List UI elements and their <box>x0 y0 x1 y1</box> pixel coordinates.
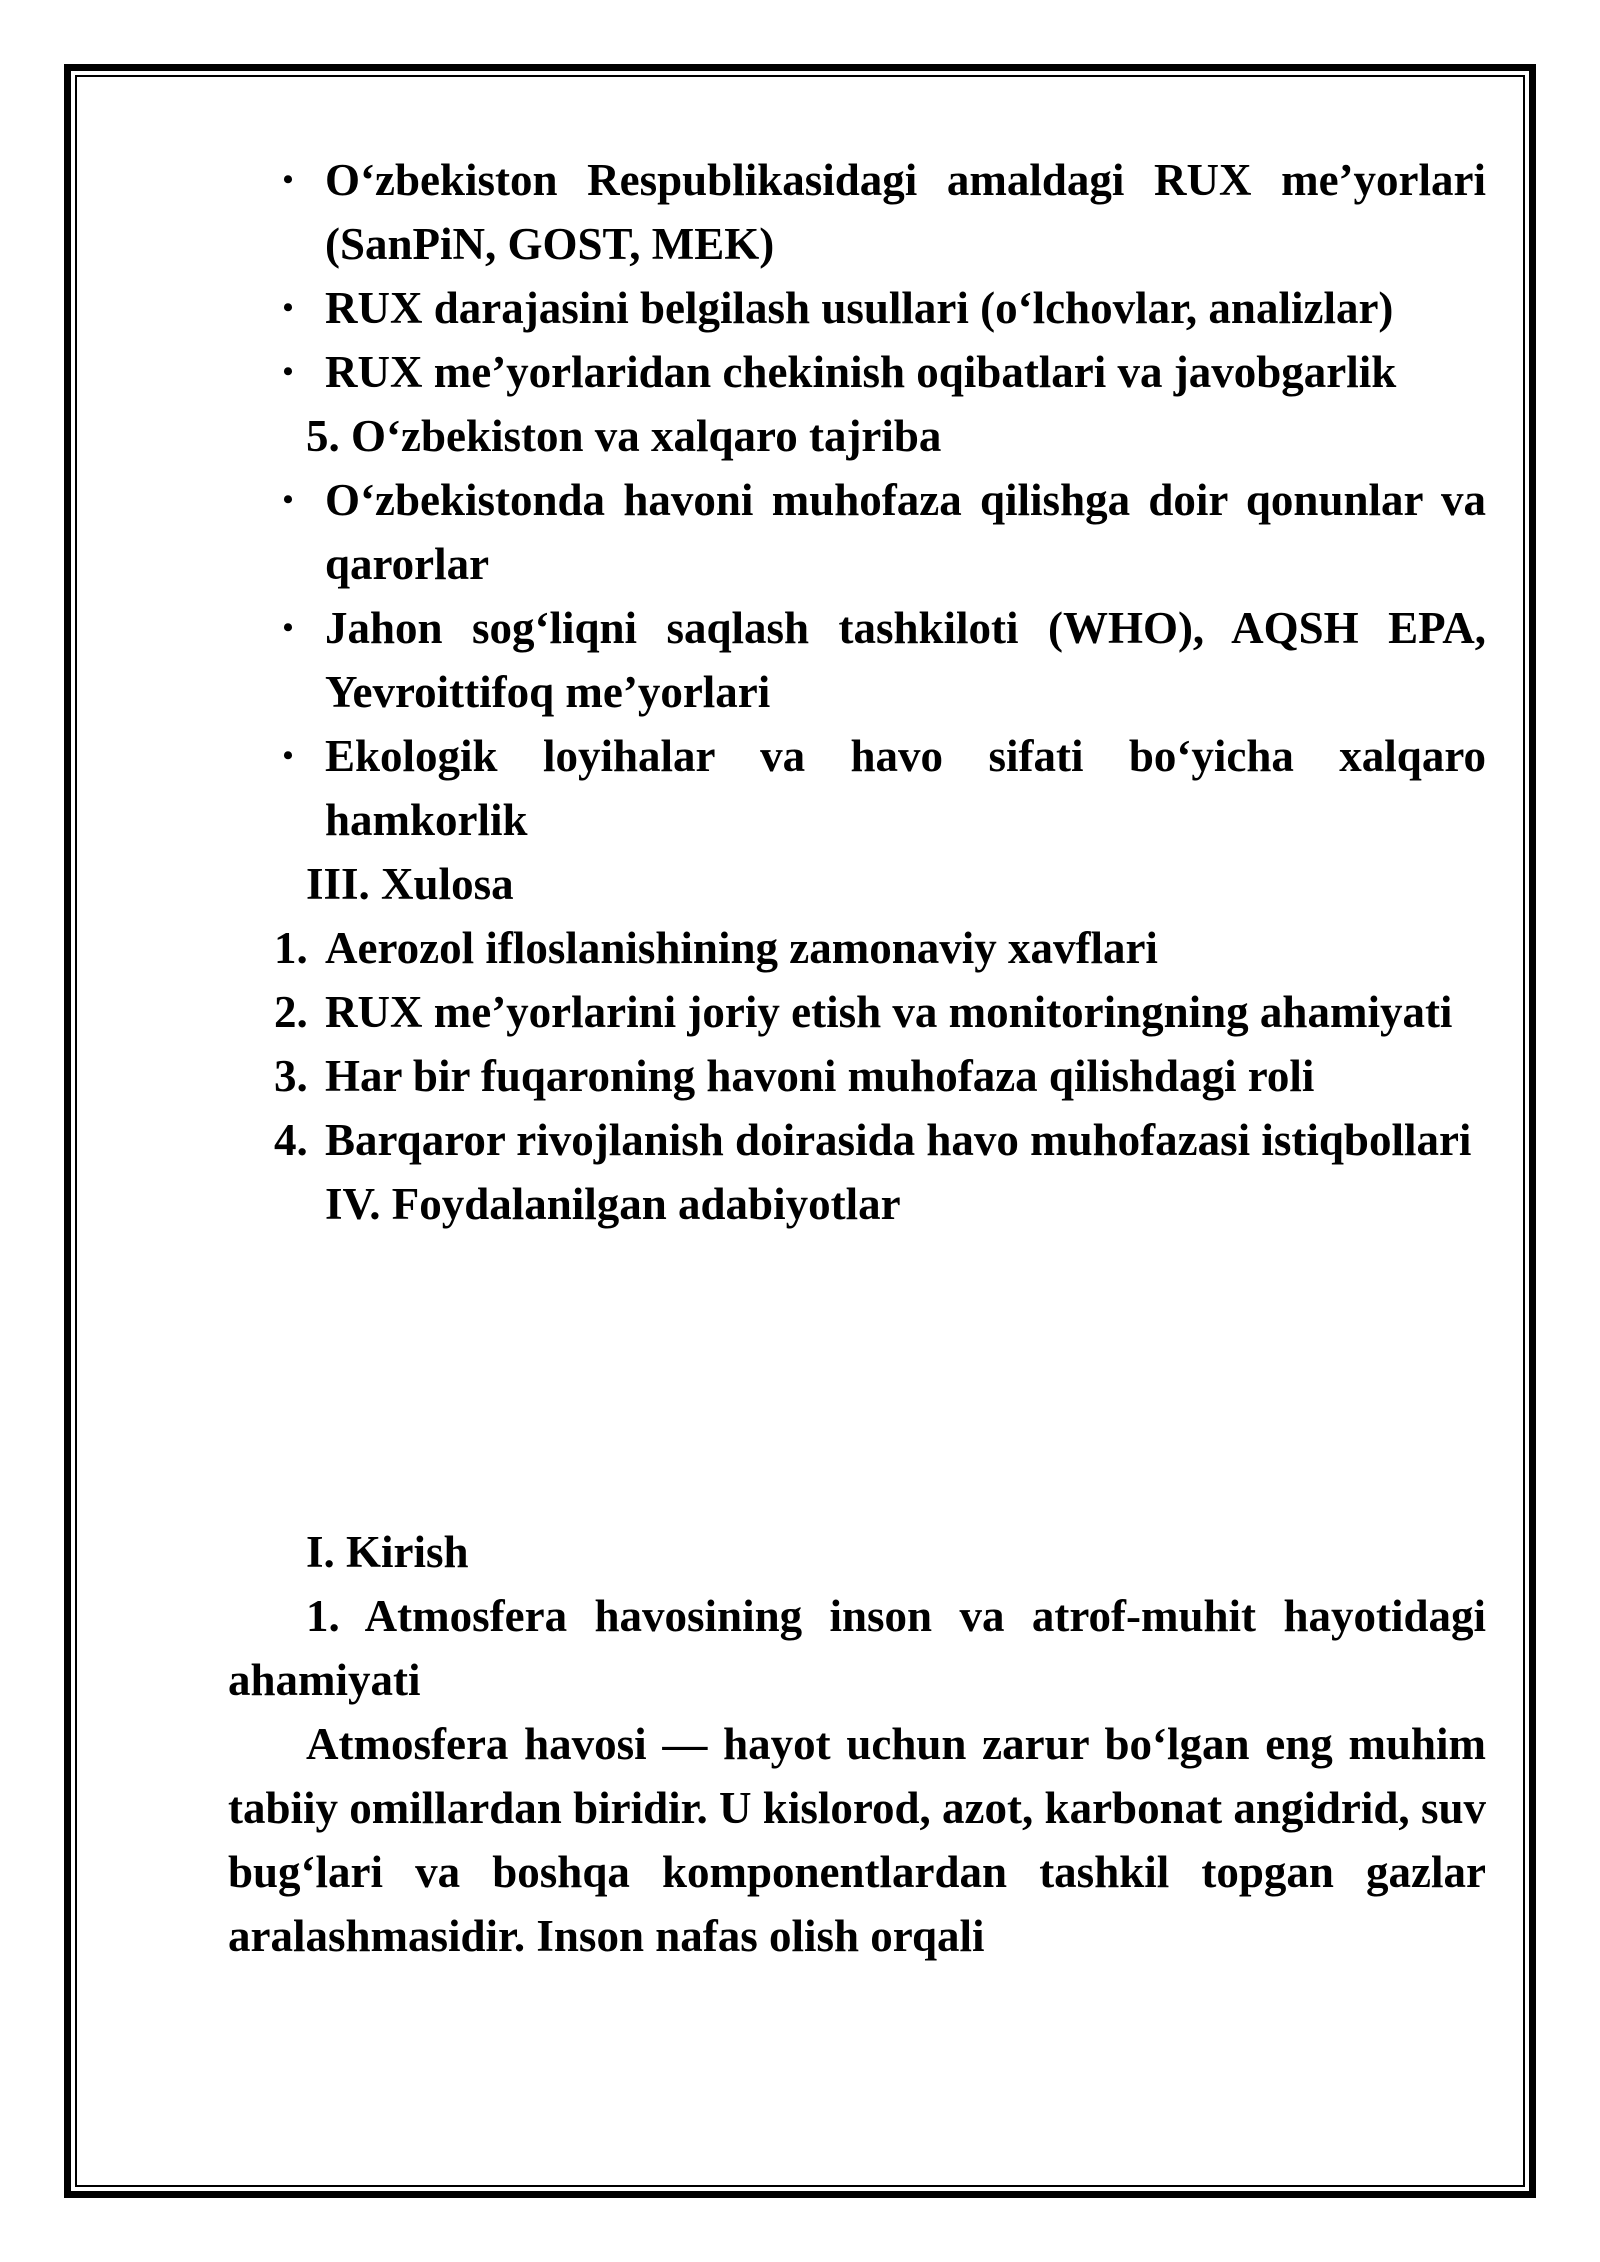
numbered-item <box>228 1108 1486 1172</box>
numbered-item <box>228 1044 1486 1108</box>
list-item-text: Jahon sogʻliqni saqlash tashkiloti (WHO), AQSH EPA, Yevroittifoq me’yorlari <box>325 603 1486 717</box>
bullet-icon: • <box>282 739 294 772</box>
numbered-item <box>228 980 1486 1044</box>
item-number: 1. <box>274 923 308 973</box>
list-item <box>228 468 1486 596</box>
numbered-item <box>228 916 1486 980</box>
section-heading: III. Xulosa <box>306 859 514 909</box>
list-item <box>228 340 1486 404</box>
page-gap <box>228 1236 1486 1520</box>
subsection-heading: 1. Atmosfera havosining inson va atrof-muhit hayotidagi ahamiyati <box>228 1591 1486 1705</box>
item-text: Barqaror rivojlanish doirasida havo muhofazasi istiqbollari <box>325 1115 1472 1165</box>
list-item <box>228 276 1486 340</box>
list-item-text: Oʻzbekistonda havoni muhofaza qilishga doir qonunlar va qarorlar <box>325 475 1486 589</box>
document-body <box>228 148 1486 1968</box>
item-text: Aerozol ifloslanishining zamonaviy xavflari <box>325 923 1158 973</box>
bullet-icon: • <box>282 163 294 196</box>
list-item <box>228 596 1486 724</box>
section-heading: 5. Oʻzbekiston va xalqaro tajriba <box>306 411 942 461</box>
section-heading: IV. Foydalanilgan adabiyotlar <box>325 1179 901 1229</box>
item-number: 4. <box>274 1115 308 1165</box>
item-text: RUX me’yorlarini joriy etish va monitoringning ahamiyati <box>325 987 1453 1037</box>
bullet-icon: • <box>282 355 294 388</box>
list-item <box>228 724 1486 852</box>
bullet-icon: • <box>282 483 294 516</box>
bullet-icon: • <box>282 291 294 324</box>
item-text: Har bir fuqaroning havoni muhofaza qilishdagi roli <box>325 1051 1315 1101</box>
item-number: 3. <box>274 1051 308 1101</box>
bullet-icon: • <box>282 611 294 644</box>
list-item-text: Oʻzbekiston Respublikasidagi amaldagi RUX me’yorlari (SanPiN, GOST, MEK) <box>325 155 1486 269</box>
list-item-text: Ekologik loyihalar va havo sifati boʻyicha xalqaro hamkorlik <box>325 731 1486 845</box>
list-item <box>228 148 1486 276</box>
list-item-text: RUX darajasini belgilash usullari (oʻlchovlar, analizlar) <box>325 283 1394 333</box>
item-number: 2. <box>274 987 308 1037</box>
chapter-heading: I. Kirish <box>306 1527 469 1577</box>
list-item-text: RUX me’yorlaridan chekinish oqibatlari va javobgarlik <box>325 347 1397 397</box>
body-paragraph: Atmosfera havosi — hayot uchun zarur boʻlgan eng muhim tabiiy omillardan biridir. U kislorod, azot, karbonat angidrid, suv bugʻlari va boshqa komponentlardan tashkil topgan gazlar aralashmasidir. Inson nafas olish orqali <box>228 1719 1486 1961</box>
